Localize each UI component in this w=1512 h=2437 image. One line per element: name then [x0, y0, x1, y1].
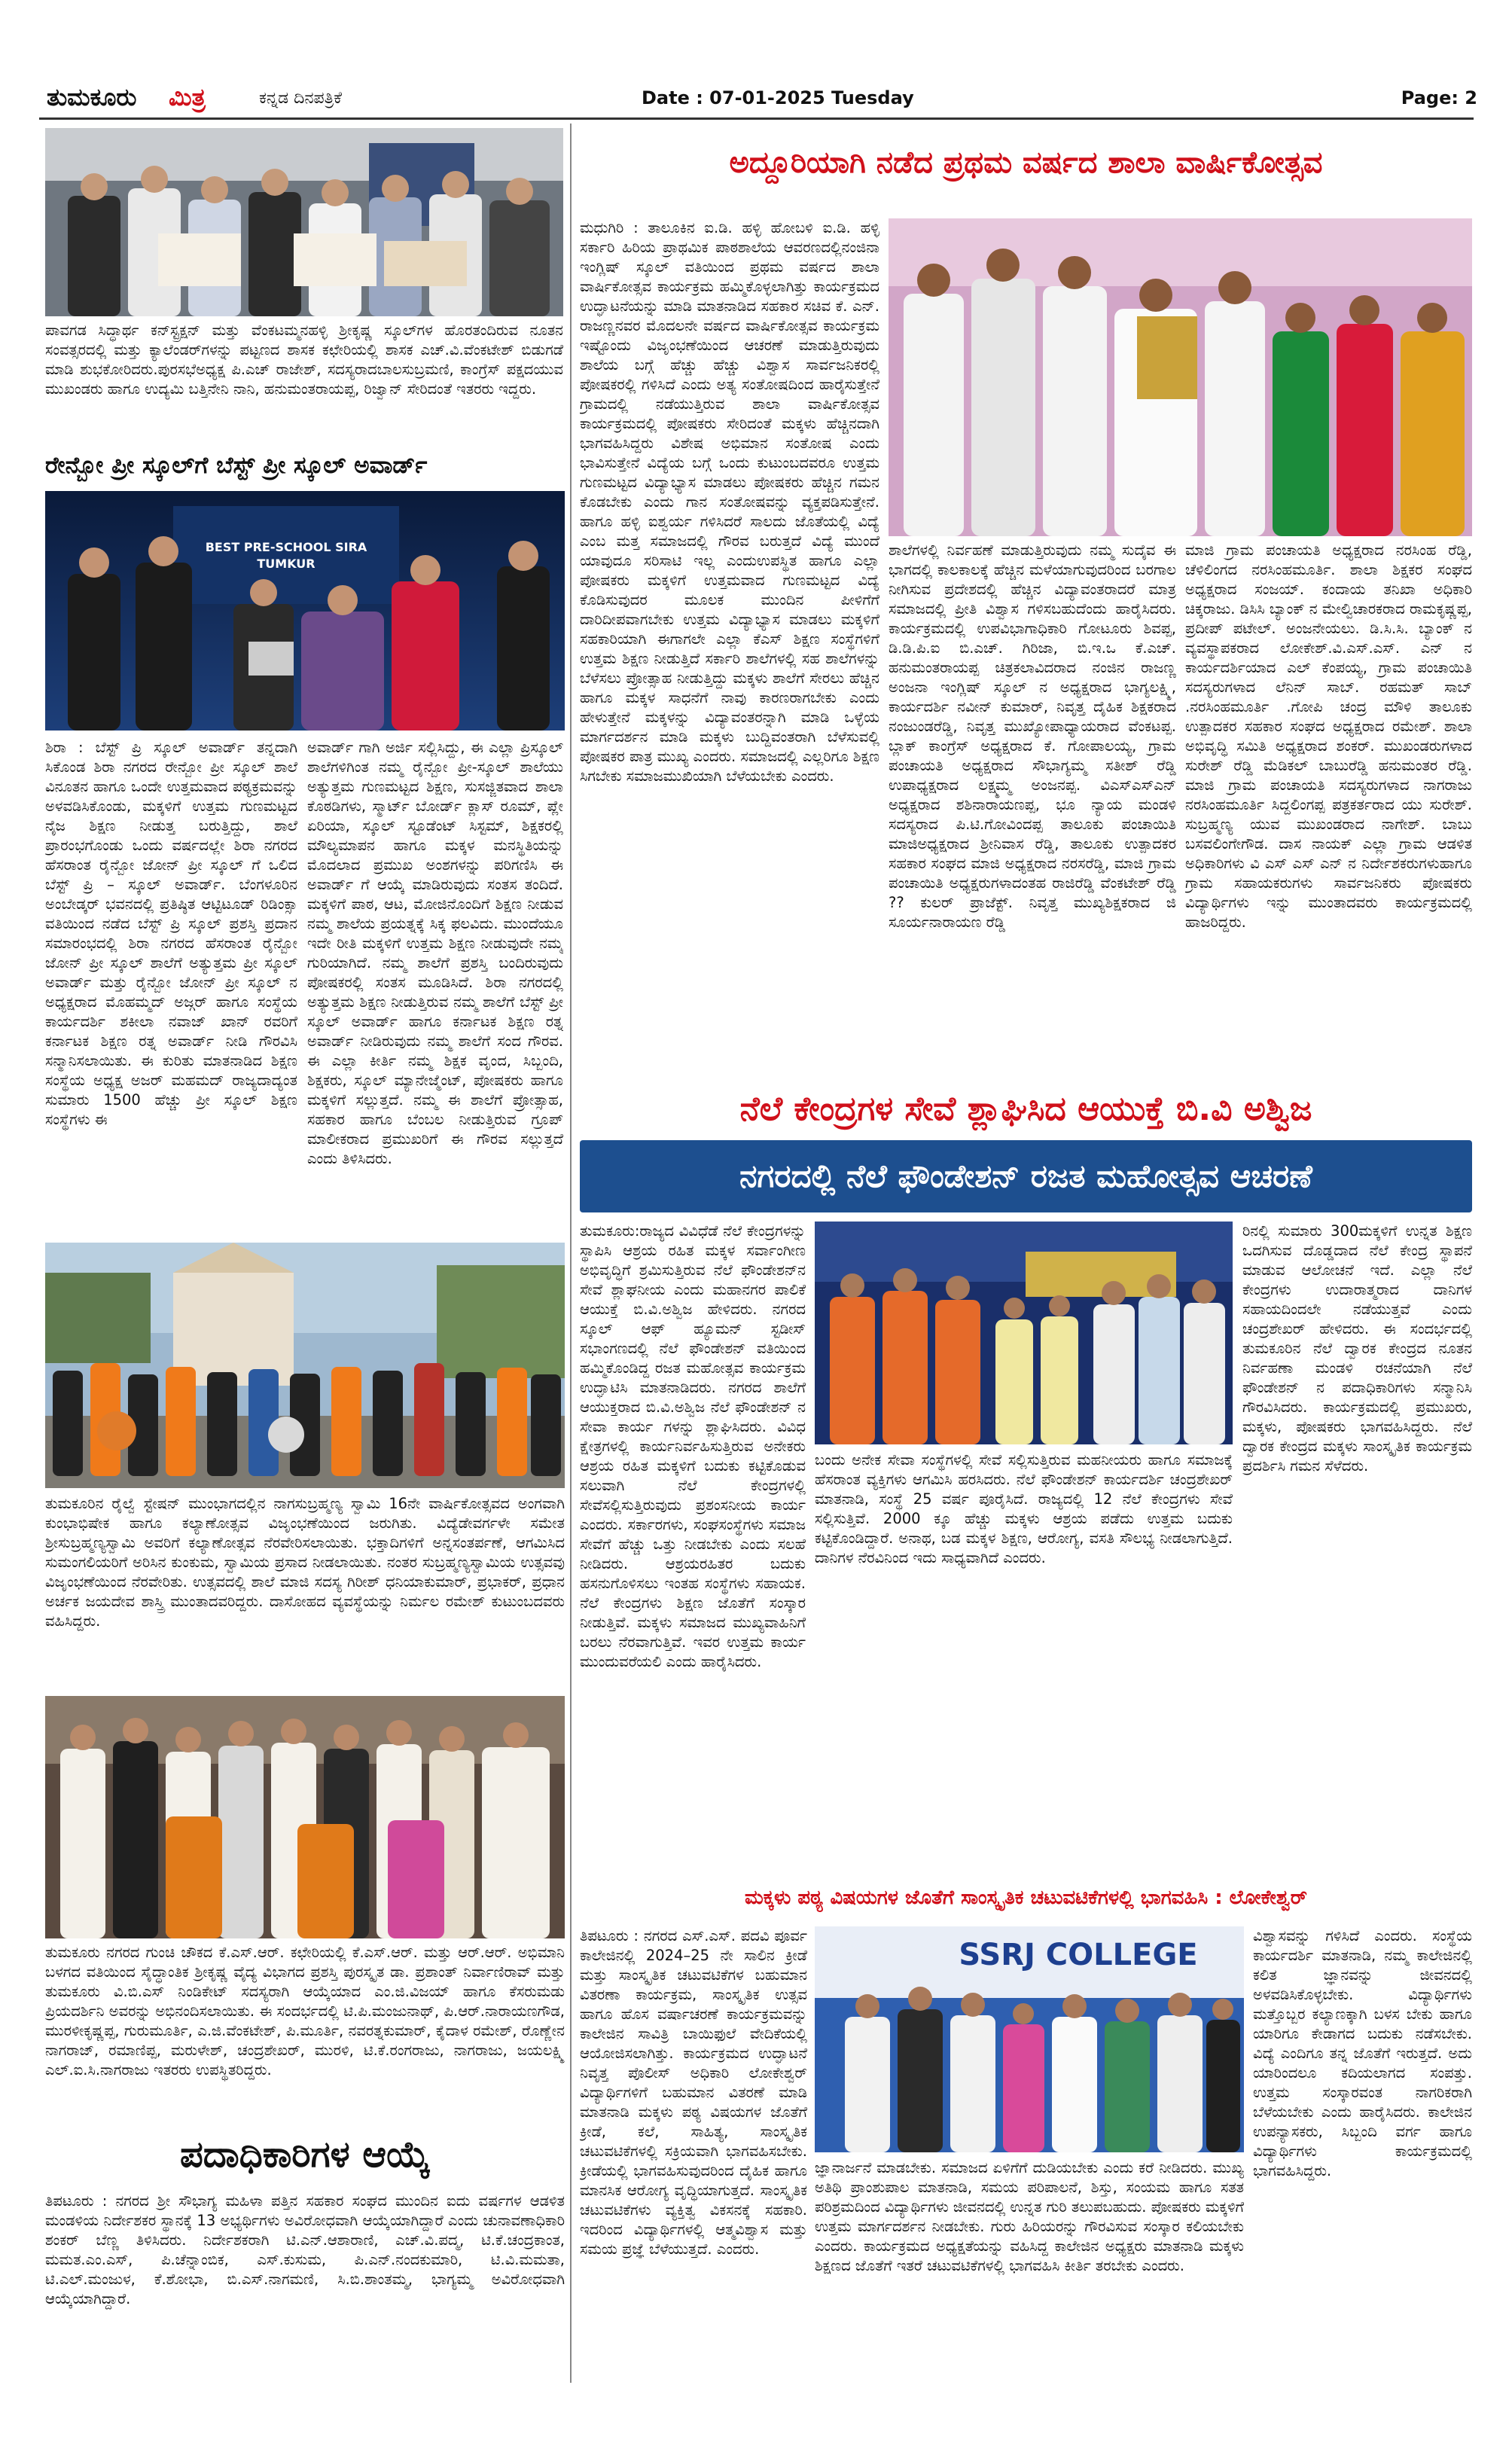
article-college-col3: ವಿಶ್ವಾಸವನ್ನು ಗಳಿಸಿದೆ ಎಂದರು. ಸಂಸ್ಥೆಯ ಕಾರ್ಯದರ್ಶಿ ಮಾತನಾಡಿ, ನಮ್ಮ ಕಾಲೇಜಿನಲ್ಲಿ ಕಲಿತ ಜ್ಞಾನವನ್ನು ಜೀವನದಲ್ಲಿ ಅಳವಡಿಸಿಕೊಳ್ಳಬೇಕು. ವಿದ್ಯಾರ್ಥಿಗಳು ಮತ್ತೊಬ್ಬರ ಕಲ್ಯಾಣಕ್ಕಾಗಿ ಬಳಸ ಬೇಕು ಹಾಗೂ ಯಾರಿಗೂ ಕೇಡಾಗದ ಬದುಕು ನಡೆಸಬೇಕು. ವಿದ್ಯೆ ಎಂದಿಗೂ ತನ್ನ ಜೊತೆಗೆ ಇರುತ್ತದೆ. ಅದು ಯಾರಿಂದಲೂ ಕದಿಯಲಾಗದ ಸಂಪತ್ತು. ಉತ್ತಮ ಸಂಸ್ಕಾರವಂತ ನಾಗರಿಕರಾಗಿ ಬೆಳೆಯಬೇಕು ಎಂದು ಹಾರೈಸಿದರು. ಕಾಲೇಜಿನ ಉಪನ್ಯಾಸಕರು, ಸಿಬ್ಬಂದಿ ವರ್ಗ ಹಾಗೂ ವಿದ್ಯಾರ್ಥಿಗಳು ಕಾರ್ಯಕ್ರಮದಲ್ಲಿ ಭಾಗವಹಿಸಿದ್ದರು.	[1253, 1927, 1472, 2179]
photo-felicitation	[45, 1696, 565, 1938]
article-anniversary-topcol: ಮಧುಗಿರಿ : ತಾಲೂಕಿನ ಐ.ಡಿ. ಹಳ್ಳಿ ಹೋಬಳಿ ಐ.ಡಿ. ಹಳ್ಳಿ ಸರ್ಕಾರಿ ಹಿರಿಯ ಪ್ರಾಥಮಿಕ ಪಾಠಶಾಲೆಯ ಆವರಣದಲ್ಲಿನಂಜಿನಾ ಇಂಗ್ಲಿಷ್ ಸ್ಕೂಲ್ ವತಿಯಿಂದ ಪ್ರಥಮ ವರ್ಷದ ಶಾಲಾ ವಾರ್ಷಿಕೋತ್ಸವ ಕಾರ್ಯಕ್ರಮ ಹಮ್ಮಿಕೊಳ್ಳಲಾಗಿತ್ತು ಕಾರ್ಯಕ್ರಮದ ಉದ್ಘಾಟನೆಯನ್ನು ಮಾಡಿ ಮಾತನಾಡಿದ ಸಹಕಾರ ಸಚಿವ ಕೆ. ಎನ್. ರಾಜಣ್ಣನವರ ಮೊದಲನೇ ವರ್ಷದ ವಾರ್ಷಿಕೋತ್ಸವ ಕಾರ್ಯಕ್ರಮ ಇಷ್ಟೊಂದು ವಿಜೃಂಭಣೆಯಿಂದ ಆಚರಣೆ ಮಾಡುತ್ತಿರುವುದು ಶಾಲೆಯ ಬಗ್ಗೆ ಹೆಚ್ಚು ಹೆಚ್ಚು ವಿಶ್ವಾಸ ಸಾರ್ವಜನಿಕರಲ್ಲಿ ಪೋಷಕರಲ್ಲಿ ಗಳಿಸಿದೆ ಎಂದು ಅತ್ಯ ಸಂತೋಷದಿಂದ ಹಾರೈಸುತ್ತೇನೆ ಗ್ರಾಮದಲ್ಲಿ ನಡೆಯುತ್ತಿರುವ ಶಾಲಾ ವಾರ್ಷಿಕೋತ್ಸವ ಕಾರ್ಯಕ್ರಮದಲ್ಲಿ ಪೋಷಕರು ಸೇರಿದಂತೆ ಮಕ್ಕಳು ಹೆಚ್ಚಿನದಾಗಿ ಭಾಗವಹಿಸಿದ್ದರು ವಿಶೇಷ ಅಭಿಮಾನ ಸಂತೋಷ ಎಂದು ಭಾವಿಸುತ್ತೇನೆ ವಿದ್ಯೆಯ ಬಗ್ಗೆ ಒಂದು ಕುಟುಂಬದವರೂ ಉತ್ತಮ ಗುಣಮಟ್ಟದ ವಿದ್ಯಾಭ್ಯಾಸ ಮಾಡಲು ಪೋಷಕರು ಹೆಚ್ಚಿನ ಗಮನ ಕೊಡಬೇಕು ಎಂದು ಗಾನ ಸಂತೋಷವನ್ನು ವ್ಯಕ್ತಪಡಿಸುತ್ತೇನೆ. ಹಾಗೂ ಹಳ್ಳಿ ಐಶ್ವರ್ಯ ಗಳಿಸಿದರೆ ಸಾಲದು ಜೊತೆಯಲ್ಲಿ ವಿದ್ಯೆ ಎಂಬ ಮತ್ತ ಸಮಾಜದಲ್ಲಿ ಗೌರವ ಬರುತ್ತದೆ ವಿದ್ಯೆ ಮುಂದೆ ಯಾವುದೂ ಸರಿಸಾಟಿ ಇಲ್ಲ ಎಂದುಉಪಸ್ಥಿತ ಹಾಗೂ ಎಲ್ಲಾ ಪೋಷಕರು ಮಕ್ಕಳಿಗೆ ಉತ್ತಮವಾದ ಗುಣಮಟ್ಟದ ವಿದ್ಯೆ ಕೊಡಿಸುವುದರ ಮೂಲಕ ಮುಂದಿನ ಪೀಳಿಗೆಗೆ ದಾರಿದೀಪವಾಗಬೇಕು ಉತ್ತಮ ವಿದ್ಯಾಭ್ಯಾಸ ಮಾಡಲು ಮಕ್ಕಳಿಗೆ ಸಹಕಾರಿಯಾಗಿ ಈಗಾಗಲೇ ಎಲ್ಲಾ ಕೆಎಸ್ ಶಿಕ್ಷಣ ಸಂಸ್ಥೆಗಳಿಗೆ ಉತ್ತಮ ಶಿಕ್ಷಣ ನೀಡುತ್ತಿದೆ ಸರ್ಕಾರಿ ಶಾಲೆಗಳಲ್ಲಿ ಸಹ ಶಾಲೆಗಳನ್ನು ಬೆಳೆಸಲು ಪ್ರೋತ್ಸಾಹ ನೀಡುತ್ತಿದ್ದು ಮಕ್ಕಳು ಶಾಲೆಗೆ ಸೇರಲು ಹೆಚ್ಚಿನ ಹಾಗೂ ಮಕ್ಕಳ ಸಾಧನೆಗೆ ನಾವು ಕಾರಣರಾಗಬೇಕು ಎಂದು ಹೇಳುತ್ತೇನೆ ಮಕ್ಕಳನ್ನು ವಿದ್ಯಾವಂತರನ್ನಾಗಿ ಮಾಡಿ ಒಳ್ಳೆಯ ಮಾರ್ಗದರ್ಶನ ಮಾಡಿ ಮಕ್ಕಳು ಬುದ್ದಿವಂತರಾಗಿ ಬೆಳೆಸುವಲ್ಲಿ ಪೋಷಕರ ಪಾತ್ರ ಮುಖ್ಯ ಎಂದರು. ಸಮಾಜದಲ್ಲಿ ಎಲ್ಲರಿಗೂ ಶಿಕ್ಷಣ ಸಿಗಬೇಕು ಸಮಾಜಮುಖಿಯಾಗಿ ಬೆಳೆಯಬೇಕು ಎಂದರು.	[580, 219, 879, 785]
photo-nele-celebration	[815, 1222, 1233, 1444]
logo-right: ಮಿತ್ರ	[169, 83, 206, 111]
headline-office-bearers: ಪದಾಧಿಕಾರಿಗಳ ಆಯ್ಕೆ	[180, 2134, 430, 2176]
photo-anniversary-stage	[889, 218, 1472, 536]
masthead	[39, 81, 1485, 116]
article-office-bearers: ತಿಪಟೂರು : ನಗರದ ಶ್ರೀ ಸೌಭಾಗ್ಯ ಮಹಿಳಾ ಪತ್ತಿನ ಸಹಕಾರ ಸಂಘದ ಮುಂದಿನ ಐದು ವರ್ಷಗಳ ಆಡಳಿತ ಮಂಡಳಿಯ ನಿರ್ದೇಶಕರ ಸ್ಥಾನಕ್ಕೆ 13 ಅಭ್ಯರ್ಥಿಗಳು ಅವಿರೋಧವಾಗಿ ಆಯ್ಕೆಯಾಗಿದ್ದಾರೆ ಎಂದು ಚುನಾವಣಾಧಿಕಾರಿ ಶಂಕರ್ ಬೆಣ್ಣ ತಿಳಿಸಿದರು. ನಿರ್ದೇಶಕರಾಗಿ ಟಿ.ಎನ್.ಆಶಾರಾಣಿ, ಎಚ್.ವಿ.ಪದ್ಮ, ಟಿ.ಕೆ.ಚಂದ್ರಕಾಂತ, ಮಮತ.ಎಂ.ಎಸ್, ಪಿ.ಚೆನ್ನಾಂಬಿಕ, ಎಸ್.ಕುಸುಮ, ಪಿ.ಎನ್.ನಂದಕುಮಾರಿ, ಟಿ.ವಿ.ಮಮತಾ, ಟಿ.ಎಲ್.ಮಂಜುಳ, ಕೆ.ಶೋಭಾ, ಬಿ.ಎಸ್.ನಾಗಮಣಿ, ಸಿ.ಬಿ.ಶಾಂತಮ್ಮ, ಭಾಗ್ಯಮ್ಮ ಅವಿರೋಧವಾಗಿ ಆಯ್ಕೆಯಾಗಿದ್ದಾರೆ.	[45, 2192, 565, 2307]
article-best-pre-school-col2: ಅವಾರ್ಡ್ ಗಾಗಿ ಅರ್ಜಿ ಸಲ್ಲಿಸಿದ್ದು, ಈ ಎಲ್ಲಾ ಪ್ರಿಸ್ಕೂಲ್ ಶಾಲೆಗಳಿಗಿಂತ ನಮ್ಮ ರೈನ್ಬೋ ಪ್ರೀ-ಸ್ಕೂಲ್ ಶಾಲೆಯು ಅತ್ಯುತ್ತಮ ಗುಣಮಟ್ಟದ ಶಿಕ್ಷಣ, ಸುಸಜ್ಜಿತವಾದ ಶಾಲಾ ಕೊಠಡಿಗಳು, ಸ್ಮಾರ್ಟ್ ಬೋರ್ಡ್ ಕ್ಲಾಸ್ ರೂಮ್, ಪ್ಲೇ ಏರಿಯಾ, ಸ್ಕೂಲ್ ಸ್ಟೂಡೆಂಟ್ ಸಿಸ್ಟಮ್, ಶಿಕ್ಷಕರಲ್ಲಿ ಮೌಲ್ಯಮಾಪನ ಹಾಗೂ ಮಕ್ಕಳ ಮನಸ್ಥಿತಿಯನ್ನು ಮೊದಲಾದ ಪ್ರಮುಖ ಅಂಶಗಳನ್ನು ಪರಿಗಣಿಸಿ ಈ ಅವಾರ್ಡ್ ಗೆ ಆಯ್ಕೆ ಮಾಡಿರುವುದು ಸಂತಸ ತಂದಿದೆ. ಮಕ್ಕಳಿಗೆ ಪಾಠ, ಆಟ, ಮೋಜಿನೊಂದಿಗೆ ಶಿಕ್ಷಣ ನೀಡುವ ನಮ್ಮ ಶಾಲೆಯ ಪ್ರಯತ್ನಕ್ಕೆ ಸಿಕ್ಕ ಫಲವಿದು. ಮುಂದೆಯೂ ಇದೇ ರೀತಿ ಮಕ್ಕಳಿಗೆ ಉತ್ತಮ ಶಿಕ್ಷಣ ನೀಡುವುದೇ ನಮ್ಮ ಗುರಿಯಾಗಿದೆ. ನಮ್ಮ ಶಾಲೆಗೆ ಪ್ರಶಸ್ತಿ ಬಂದಿರುವುದು ಪೋಷಕರಲ್ಲಿ ಸಂತಸ ಮೂಡಿಸಿದೆ. ಶಿರಾ ನಗರದಲ್ಲಿ ಅತ್ಯುತ್ತಮ ಶಿಕ್ಷಣ ನೀಡುತ್ತಿರುವ ನಮ್ಮ ಶಾಲೆಗೆ ಬೆಸ್ಟ್ ಪ್ರೀ ಸ್ಕೂಲ್ ಅವಾರ್ಡ್ ಹಾಗೂ ಕರ್ನಾಟಕ ಶಿಕ್ಷಣ ರತ್ನ ಅವಾರ್ಡ್ ನೀಡಿರುವುದು ನಮ್ಮ ಶಾಲೆಗೆ ಸಂದ ಗೌರವ. ಈ ಎಲ್ಲಾ ಕೀರ್ತಿ ನಮ್ಮ ಶಿಕ್ಷಕ ವೃಂದ, ಸಿಬ್ಬಂದಿ, ಶಿಕ್ಷಕರು, ಸ್ಕೂಲ್ ಮ್ಯಾನೇಜ್ಮೆಂಟ್, ಪೋಷಕರು ಹಾಗೂ ಮಕ್ಕಳಿಗೆ ಸಲ್ಲುತ್ತದೆ. ನಮ್ಮ ಈ ಶಾಲೆಗೆ ಪ್ರೋತ್ಸಾಹ, ಸಹಕಾರ ಹಾಗೂ ಬೆಂಬಲ ನೀಡುತ್ತಿರುವ ಗ್ರೂಪ್ ಮಾಲೀಕರಾದ ಪ್ರಮುಖರಿಗೆ ಈ ಗೌರವ ಸಲ್ಲುತ್ತದೆ ಎಂದು ತಿಳಿಸಿದರು.	[307, 739, 563, 1167]
banner-text: ನಗರದಲ್ಲಿ ನೆಲೆ ಫೌಂಡೇಶನ್ ರಜತ ಮಹೋತ್ಸವ ಆಚರಣೆ	[739, 1157, 1312, 1194]
article-nele-col3: ರಿನಲ್ಲಿ ಸುಮಾರು 300ಮಕ್ಕಳಿಗೆ ಉನ್ನತ ಶಿಕ್ಷಣ ಒದಗಿಸುವ ದೊಡ್ಡದಾದ ನೆಲೆ ಕೇಂದ್ರ ಸ್ಥಾಪನೆ ಮಾಡುವ ಆಲೋಚನೆ ಇದೆ. ಎಲ್ಲಾ ನೆಲೆ ಕೇಂದ್ರಗಳು ಉದಾರಾತ್ಮರಾದ ದಾನಿಗಳ ಸಹಾಯದಿಂದಲೇ ನಡೆಯುತ್ತವೆ ಎಂದು ಚಂದ್ರಶೇಖರ್ ಹೇಳಿದರು. ಈ ಸಂದರ್ಭದಲ್ಲಿ ತುಮಕೂರಿನ ನೆಲೆ ದ್ವಾರಕ ಕೇಂದ್ರದ ನೂತನ ನಿರ್ವಹಣಾ ಮಂಡಳಿ ರಚನೆಯಾಗಿ ನೆಲೆ ಫೌಂಡೇಶನ್ ನ ಪದಾಧಿಕಾರಿಗಳು ಸನ್ಮಾನಿಸಿ ಗೌರವಿಸಿದರು. ಕಾರ್ಯಕ್ರಮದಲ್ಲಿ ಪ್ರಮುಖರು, ಮಕ್ಕಳು, ಪೋಷಕರು ಭಾಗವಹಿಸಿದ್ದರು. ನೆಲೆ ದ್ವಾರಕ ಕೇಂದ್ರದ ಮಕ್ಕಳು ಸಾಂಸ್ಕೃತಿಕ ಕಾರ್ಯಕ್ರಮ ಪ್ರದರ್ಶಿಸಿ ಗಮನ ಸೆಳೆದರು.	[1242, 1222, 1472, 1475]
column-divider	[570, 124, 572, 2383]
college-banner-text: SSRJ COLLEGE	[959, 1938, 1198, 1972]
caption-calendar-release: ಪಾವಗಡ ಸಿದ್ಧಾರ್ಥ ಕನ್‌ಸ್ಟ್ರಕ್ಷನ್ ಮತ್ತು ವೆಂಕಟಮ್ಮನಹಳ್ಳಿ ಶ್ರೀಕೃಷ್ಣ ಸ್ಕೂಲ್‌ಗಳ ಹೊರತಂದಿರುವ ನೂತನ ಸಂವತ್ಸರದಲ್ಲಿ ಮತ್ತು ಕ್ಯಾಲೆಂಡರ್‌ಗಳನ್ನು ಪಟ್ಟಣದ ಶಾಸಕ ಕಛೇರಿಯಲ್ಲಿ ಶಾಸಕ ಎಚ್.ವಿ.ವೆಂಕಟೇಶ್ ಬಿಡುಗಡೆ ಮಾಡಿ ಶುಭಕೋರಿದರು.ಪುರಸಭೆಅಧ್ಯಕ್ಷ ಪಿ.ಎಚ್ ರಾಜೇಶ್, ಸದಸ್ಯರಾದಬಾಲಸುಬ್ರಮಣಿ, ಕಾಂಗ್ರೆಸ್ ಪಕ್ಷದಯುವ ಮುಖಂಡರು ಹಾಗೂ ಉದ್ಯಮಿ ಬತ್ತಿನೇನಿ ನಾನಿ, ಹನುಮಂತರಾಯಪ್ಪ, ರಿಜ್ವಾನ್ ಸೇರಿದಂತೆ ಇತರರು ಇದ್ದರು.	[45, 322, 563, 398]
headline-best-pre-school: ರೇನ್ಬೋ ಪ್ರೀ ಸ್ಕೂಲ್‌ಗೆ ಬೆಸ್ಟ್ ಪ್ರೀ ಸ್ಕೂಲ್ ಅವಾರ್ಡ್	[45, 452, 428, 479]
article-nele-col2: ಬಂದು ಅನೇಕ ಸೇವಾ ಸಂಸ್ಥೆಗಳಲ್ಲಿ ಸೇವೆ ಸಲ್ಲಿಸುತ್ತಿರುವ ಮಹನೀಯರು ಹಾಗೂ ಸಮಾಜಕ್ಕೆ ಹೆಸರಾಂತ ವ್ಯಕ್ತಿಗಳು ಆಗಮಿಸಿ ಹರಸಿದರು. ನೆಲೆ ಫೌಂಡೇಶನ್ ಕಾರ್ಯದರ್ಶಿ ಚಂದ್ರಶೇಖರ್ ಮಾತನಾಡಿ, ಸಂಸ್ಥೆ 25 ವರ್ಷ ಪೂರೈಸಿದೆ. ರಾಜ್ಯದಲ್ಲಿ 12 ನೆಲೆ ಕೇಂದ್ರಗಳು ಸೇವೆ ಸಲ್ಲಿಸುತ್ತಿವೆ. 2000 ಕ್ಕೂ ಹೆಚ್ಚು ಮಕ್ಕಳು ಆಶ್ರಯ ಪಡೆದು ಉತ್ತಮ ಬದುಕು ಕಟ್ಟಿಕೊಂಡಿದ್ದಾರೆ. ಅನಾಥ, ಬಡ ಮಕ್ಕಳ ಶಿಕ್ಷಣ, ಆರೋಗ್ಯ, ವಸತಿ ಸೌಲಭ್ಯ ನೀಡಲಾಗುತ್ತಿದೆ. ದಾನಿಗಳ ನೆರವಿನಿಂದ ಇದು ಸಾಧ್ಯವಾಗಿದೆ ಎಂದರು.	[815, 1451, 1233, 1566]
headline-nele-centres: ನೆಲೆ ಕೇಂದ್ರಗಳ ಸೇವೆ ಶ್ಲಾಘಿಸಿದ ಆಯುಕ್ತೆ ಬಿ.ವಿ ಅಶ್ವಿಜ	[739, 1090, 1312, 1128]
banner-nele-foundation	[580, 1140, 1472, 1212]
article-college-col2: ಜ್ಞಾನಾರ್ಜನೆ ಮಾಡಬೇಕು. ಸಮಾಜದ ಏಳಿಗೆಗೆ ದುಡಿಯಬೇಕು ಎಂದು ಕರೆ ನೀಡಿದರು. ಮುಖ್ಯ ಅತಿಥಿ ಪ್ರಾಂಶುಪಾಲ ಮಾತನಾಡಿ, ಸಮಯ ಪರಿಪಾಲನೆ, ಶಿಸ್ತು, ಸಂಯಮ ಹಾಗೂ ಸತತ ಪರಿಶ್ರಮದಿಂದ ವಿದ್ಯಾರ್ಥಿಗಳು ಜೀವನದಲ್ಲಿ ಉನ್ನತ ಗುರಿ ತಲುಪಬಹುದು. ಪೋಷಕರು ಮಕ್ಕಳಿಗೆ ಉತ್ತಮ ಮಾರ್ಗದರ್ಶನ ನೀಡಬೇಕು. ಗುರು ಹಿರಿಯರನ್ನು ಗೌರವಿಸುವ ಸಂಸ್ಕಾರ ಕಲಿಯಬೇಕು ಎಂದರು. ಕಾರ್ಯಕ್ರಮದ ಅಧ್ಯಕ್ಷತೆಯನ್ನು ವಹಿಸಿದ್ದ ಕಾಲೇಜಿನ ಅಧ್ಯಕ್ಷರು ಮಾತನಾಡಿ ಮಕ್ಕಳು ಶಿಕ್ಷಣದ ಜೊತೆಗೆ ಇತರೆ ಚಟುವಟಿಕೆಗಳಲ್ಲಿ ಭಾಗವಹಿಸಿ ಕೀರ್ತಿ ತರಬೇಕು ಎಂದರು.	[815, 2159, 1244, 2274]
photo-college-event	[815, 1926, 1244, 2152]
article-nele-col1: ತುಮಕೂರು:ರಾಜ್ಯದ ವಿವಿಧೆಡೆ ನೆಲೆ ಕೇಂದ್ರಗಳನ್ನು ಸ್ಥಾಪಿಸಿ ಆಶ್ರಯ ರಹಿತ ಮಕ್ಕಳ ಸರ್ವಾಂಗೀಣ ಅಭಿವೃದ್ಧಿಗೆ ಶ್ರಮಿಸುತ್ತಿರುವ ನೆಲೆ ಫೌಂಡೇಶನ್‌ನ ಸೇವೆ ಶ್ಲಾಘನೀಯ ಎಂದು ಮಹಾನಗರ ಪಾಲಿಕೆ ಆಯುಕ್ತೆ ಬಿ.ವಿ.ಅಶ್ವಿಜ ಹೇಳಿದರು. ನಗರದ ಸ್ಕೂಲ್ ಆಫ್ ಹ್ಯೂಮನ್ ಸ್ಟಡೀಸ್ ಸಭಾಂಗಣದಲ್ಲಿ ನೆಲೆ ಫೌಂಡೇಶನ್ ವತಿಯಿಂದ ಹಮ್ಮಿಕೊಂಡಿದ್ದ ರಜತ ಮಹೋತ್ಸವ ಕಾರ್ಯಕ್ರಮ ಉದ್ಘಾಟಿಸಿ ಮಾತನಾಡಿದರು. ನಗರದ ಶಾಲೆಗೆ ಆಯುಕ್ತರಾದ ಬಿ.ವಿ.ಅಶ್ವಿಜ ನೆಲೆ ಫೌಂಡೇಶನ್ ನ ಸೇವಾ ಕಾರ್ಯ ಗಳನ್ನು ಶ್ಲಾಘಿಸಿದರು. ವಿವಿಧ ಕ್ಷೇತ್ರಗಳಲ್ಲಿ ಕಾರ್ಯನಿರ್ವಹಿಸುತ್ತಿರುವ ಅನೇಕರು ಆಶ್ರಯ ರಹಿತ ಮಕ್ಕಳಿಗೆ ಬದುಕು ಕಟ್ಟಿಕೊಡುವ ಸಲುವಾಗಿ ನೆಲೆ ಕೇಂದ್ರಗಳಲ್ಲಿ ಸೇವೆಸಲ್ಲಿಸುತ್ತಿರುವುದು ಪ್ರಶಂಸನೀಯ ಕಾರ್ಯ ಎಂದರು. ಸರ್ಕಾರಗಳು, ಸಂಘಸಂಸ್ಥೆಗಳು ಸಮಾಜ ಸೇವೆಗೆ ಹೆಚ್ಚು ಒತ್ತು ನೀಡಬೇಕು ಎಂದು ಸಲಹೆ ನೀಡಿದರು. ಆಶ್ರಯರಹಿತರ ಬದುಕು ಹಸನುಗೊಳಿಸಲು ಇಂತಹ ಸಂಸ್ಥೆಗಳು ಸಹಾಯಕ. ನೆಲೆ ಕೇಂದ್ರಗಳು ಶಿಕ್ಷಣ ಜೊತೆಗೆ ಸಂಸ್ಕಾರ ನೀಡುತ್ತಿವೆ. ಮಕ್ಕಳು ಸಮಾಜದ ಮುಖ್ಯವಾಹಿನಿಗೆ ಬರಲು ನೆರವಾಗುತ್ತಿವೆ. ಇವರ ಉತ್ತಮ ಕಾರ್ಯ ಮುಂದುವರೆಯಲಿ ಎಂದು ಹಾರೈಸಿದರು.	[580, 1222, 806, 1670]
caption-temple-procession: ತುಮಕೂರಿನ ರೈಲ್ವೆ ಸ್ಟೇಷನ್ ಮುಂಭಾಗದಲ್ಲಿನ ನಾಗಸುಬ್ರಹ್ಮಣ್ಯ ಸ್ವಾಮಿ 16ನೇ ವಾರ್ಷಿಕೋತ್ಸವದ ಅಂಗವಾಗಿ ಕುಂಭಾಭಿಷೇಕ ಹಾಗೂ ಕಲ್ಯಾಣೋತ್ಸವ ವಿಜೃಂಭಣೆಯಿಂದ ಜರುಗಿತು. ವಿದ್ಯೆಡೇವರ್ಗಳೇ ಸಮೇತ ಶ್ರೀಸುಬ್ರಹ್ಮಣ್ಯಸ್ವಾಮಿ ಅವರಿಗೆ ಕಲ್ಯಾಣೋತ್ಸವ ನೆರವೇರಿಸಲಾಯಿತು. ಭಕ್ತಾದಿಗಳಿಗೆ ಅನ್ನಸಂತರ್ಪಣೆ, ಆಗಮಿಸಿದ ಸುಮಂಗಲಿಯರಿಗೆ ಅರಿಸಿನ ಕುಂಕುಮ, ಸ್ವಾಮಿಯ ಪ್ರಸಾದ ನೀಡಲಾಯಿತು. ನಂತರ ಸುಬ್ರಹ್ಮಣ್ಯಸ್ವಾಮಿಯ ಉತ್ಸವವು ವಿಜೃಂಭಣೆಯಿಂದ ನೆರವೇರಿತು. ಉತ್ಸವದಲ್ಲಿ ಶಾಲೆ ಮಾಜಿ ಸದಸ್ಯ ಗಿರೀಶ್ ಧನಿಯಾಕುಮಾರ್, ಪ್ರಭಾಕರ್, ಪ್ರಧಾನ ಅರ್ಚಕ ಜಯದೇವ ಶಾಸ್ತ್ರಿ ಮುಂತಾದವರಿದ್ದರು. ದಾಸೋಹದ ವ್ಯವಸ್ಥೆಯನ್ನು ನಿರ್ಮಲ ರಮೇಶ್ ಕುಟುಂಬದವರು ವಹಿಸಿದ್ದರು.	[45, 1495, 565, 1630]
headline-cultural-activities: ಮಕ್ಕಳು ಪಠ್ಯ ವಿಷಯಗಳ ಜೊತೆಗೆ ಸಾಂಸ್ಕೃತಿಕ ಚಟುವಟಿಕೆಗಳಲ್ಲಿ ಭಾಗವಹಿಸಿ : ಲೋಕೇಶ್ವರ್	[745, 1886, 1307, 1909]
page-number: Page: 2	[1401, 87, 1477, 108]
article-anniversary-col3: ಮಾಜಿ ಗ್ರಾಮ ಪಂಚಾಯತಿ ಅಧ್ಯಕ್ಷರಾದ ನರಸಿಂಹ ರೆಡ್ಡಿ, ಚೆಳಿಲಿಂಗದ ನರಸಿಂಹಮೂರ್ತಿ. ಶಾಲಾ ಶಿಕ್ಷಕರ ಸಂಘದ ಅಧ್ಯಕ್ಷರಾದ ಸಂಜಯ್. ಕಂದಾಯ ತನಿಖಾ ಅಧಿಕಾರಿ ಚಿಕ್ಕರಾಜು. ಡಿಸಿಸಿ ಬ್ಯಾಂಕ್ ನ ಮೇಲ್ವಿಚಾರಕರಾದ ರಾಮಕೃಷ್ಣಪ್ಪ, ಪ್ರದೀಪ್ ಪಟೇಲ್. ಅಂಜನೇಯಲು. ಡಿ.ಸಿ.ಸಿ. ಬ್ಯಾಂಕ್ ನ ವ್ಯವಸ್ಥಾಪಕರಾದ ಲೋಕೇಶ್.ವಿ.ಎಸ್.ಎಸ್. ಎನ್ ನ ಕಾರ್ಯದರ್ಶಿಯಾದ ಎಲ್ ಕೆಂಪಯ್ಯ, ಗ್ರಾಮ ಪಂಚಾಯಿತಿ ಸದಸ್ಯರುಗಳಾದ ಲೆನಿನ್ ಸಾಬ್. ರಹಮತ್ ಸಾಬ್ .ನರಸಿಂಹಮೂರ್ತಿ .ಗೋಪಿ ಚಂದ್ರ ಮೌಳಿ ತಾಲೂಕು ಉತ್ಪಾದಕರ ಸಹಕಾರ ಸಂಘದ ಅಧ್ಯಕ್ಷರಾದ ರಮೇಶ್. ಶಾಲಾ ಅಭಿವೃದ್ಧಿ ಸಮಿತಿ ಅಧ್ಯಕ್ಷರಾದ ಶಂಕರ್. ಮುಖಂಡರುಗಳಾದ ಸುರೇಶ್ ರೆಡ್ಡಿ ಮೆಡಿಕಲ್ ಬಾಬುರೆಡ್ಡಿ ಹನುಮಂತರ ರೆಡ್ಡಿ. ಮಾಜಿ ಗ್ರಾಮ ಪಂಚಾಯತಿ ಸದಸ್ಯರುಗಳಾದ ನಾಗರಾಜು ನರಸಿಂಹಮೂರ್ತಿ ಸಿದ್ದಲಿಂಗಪ್ಪ ಪತ್ರಕರ್ತರಾದ ಯು ಸುರೇಶ್. ಸುಬ್ರಹ್ಮಣ್ಯ ಯುವ ಮುಖಂಡರಾದ ನಾಗೇಶ್. ಬಾಬು ಬಸವಲಿಂಗೇಗೌಡ. ದಾಸ ನಾಯಕ್ ಎಲ್ಲಾ ಗ್ರಾಮ ಆಡಳಿತ ಅಧಿಕಾರಿಗಳು ವಿ ಎಸ್ ಎಸ್ ಎನ್ ನ ನಿರ್ದೇಶಕರುಗಳುಹಾಗೂ ಗ್ರಾಮ ಸಹಾಯಕರುಗಳು ಸಾರ್ವಜನಿಕರು ಪೋಷಕರು ವಿದ್ಯಾರ್ಥಿಗಳು ಇನ್ನು ಮುಂತಾದವರು ಕಾರ್ಯಕ್ರಮದಲ್ಲಿ ಹಾಜರಿದ್ದರು.	[1185, 541, 1472, 931]
article-best-pre-school-col1: ಶಿರಾ : ಬೆಸ್ಟ್ ಪ್ರಿ ಸ್ಕೂಲ್ ಅವಾರ್ಡ್ ತನ್ನದಾಗಿ ಸಿಕೊಂಡ ಶಿರಾ ನಗರದ ರೇನ್ಬೋ ಪ್ರೀ ಸ್ಕೂಲ್ ಶಾಲೆ ವಿನೂತನ ಹಾಗೂ ಒಂದೇ ಉತ್ತಮವಾದ ಪಠ್ಯಕ್ರಮವನ್ನು ಅಳವಡಿಸಿಕೊಂಡು, ಮಕ್ಕಳಿಗೆ ಉತ್ತಮ ಗುಣಮಟ್ಟದ ನೈಜ ಶಿಕ್ಷಣ ನೀಡುತ್ತ ಬರುತ್ತಿದ್ದು, ಶಾಲೆ ಪ್ರಾರಂಭಗೊಂಡು ಒಂದು ವರ್ಷದಲ್ಲೇ ಶಿರಾ ನಗರದ ಹೆಸರಾಂತ ರೈನ್ಬೋ ಜೋನ್ ಪ್ರೀ ಸ್ಕೂಲ್ ಗೆ ಒಲಿದ ಬೆಸ್ಟ್ ಪ್ರಿ – ಸ್ಕೂಲ್ ಅವಾರ್ಡ್. ಬೆಂಗಳೂರಿನ ಅಂಬೇಡ್ಕರ್ ಭವನದಲ್ಲಿ ಪ್ರತಿಷ್ಠಿತ ಆಟ್ಟಿಟೂಡ್ ರಿಡಿಂಕ್ಸಾ ವತಿಯಿಂದ ನಡೆದ ಬೆಸ್ಟ್ ಪ್ರಿ ಸ್ಕೂಲ್ ಪ್ರಶಸ್ತಿ ಪ್ರದಾನ ಸಮಾರಂಭದಲ್ಲಿ ಶಿರಾ ನಗರದ ಹೆಸರಾಂತ ರೈನ್ಬೋ ಜೋನ್ ಪ್ರೀ ಸ್ಕೂಲ್ ಶಾಲೆಗೆ ಅತ್ಯುತ್ತಮ ಪ್ರೀ ಸ್ಕೂಲ್ ಅವಾರ್ಡ್ ಮತ್ತು ರೈನ್ಬೋ ಜೋನ್ ಪ್ರೀ ಸ್ಕೂಲ್ ನ ಅಧ್ಯಕ್ಷರಾದ ಮೊಹಮ್ಮದ್ ಅಜ್ಗರ್ ಹಾಗೂ ಸಂಸ್ಥೆಯ ಕಾರ್ಯದರ್ಶಿ ಶಕೀಲಾ ನವಾಜ್ ಖಾನ್ ರವರಿಗೆ ಕರ್ನಾಟಕ ಶಿಕ್ಷಣ ರತ್ನ ಅವಾರ್ಡ್ ನೀಡಿ ಗೌರವಿಸಿ ಸನ್ಮಾನಿಸಲಾಯಿತು. ಈ ಕುರಿತು ಮಾತನಾಡಿದ ಶಿಕ್ಷಣ ಸಂಸ್ಥೆಯ ಅಧ್ಯಕ್ಷ ಅಜರ್ ಮಹಮದ್ ರಾಜ್ಯದಾದ್ಯಂತ ಸುಮಾರು 1500 ಹೆಚ್ಚು ಪ್ರೀ ಸ್ಕೂಲ್ ಶಿಕ್ಷಣ ಸಂಸ್ಥೆಗಳು ಈ	[45, 739, 297, 1128]
article-college-col1: ತಿಪಟೂರು : ನಗರದ ಎಸ್.ಎಸ್. ಪದವಿ ಪೂರ್ವ ಕಾಲೇಜಿನಲ್ಲಿ 2024–25 ನೇ ಸಾಲಿನ ಕ್ರೀಡೆ ಮತ್ತು ಸಾಂಸ್ಕೃತಿಕ ಚಟುವಟಿಕೆಗಳ ಬಹುಮಾನ ವಿತರಣಾ ಕಾರ್ಯಕ್ರಮ, ಸಾಂಸ್ಕೃತಿಕ ಉತ್ಸವ ಹಾಗೂ ಹೊಸ ವರ್ಷಾಚರಣೆ ಕಾರ್ಯಕ್ರಮವನ್ನು ಕಾಲೇಜಿನ ಸಾವಿತ್ರಿ ಬಾಯಿಫುಲೆ ವೇದಿಕೆಯಲ್ಲಿ ಆಯೋಜಿಸಲಾಗಿತ್ತು. ಕಾರ್ಯಕ್ರಮದ ಉದ್ಘಾಟನೆ ನಿವೃತ್ತ ಪೊಲೀಸ್ ಅಧಿಕಾರಿ ಲೋಕೇಶ್ವರ್ ವಿದ್ಯಾರ್ಥಿಗಳಿಗೆ ಬಹುಮಾನ ವಿತರಣೆ ಮಾಡಿ ಮಾತನಾಡಿ ಮಕ್ಕಳು ಪಠ್ಯ ವಿಷಯಗಳ ಜೊತೆಗೆ ಕ್ರೀಡೆ, ಕಲೆ, ಸಾಹಿತ್ಯ, ಸಾಂಸ್ಕೃತಿಕ ಚಟುವಟಿಕೆಗಳಲ್ಲಿ ಸಕ್ರಿಯವಾಗಿ ಭಾಗವಹಿಸಬೇಕು. ಕ್ರೀಡೆಯಲ್ಲಿ ಭಾಗವಹಿಸುವುದರಿಂದ ದೈಹಿಕ ಹಾಗೂ ಮಾನಸಿಕ ಆರೋಗ್ಯ ವೃದ್ಧಿಯಾಗುತ್ತದೆ. ಸಾಂಸ್ಕೃತಿಕ ಚಟುವಟಿಕೆಗಳು ವ್ಯಕ್ತಿತ್ವ ವಿಕಸನಕ್ಕೆ ಸಹಕಾರಿ. ಇದರಿಂದ ವಿದ್ಯಾರ್ಥಿಗಳಲ್ಲಿ ಆತ್ಮವಿಶ್ವಾಸ ಮತ್ತು ಸಮಯ ಪ್ರಜ್ಞೆ ಬೆಳೆಯುತ್ತದೆ. ಎಂದರು.	[580, 1927, 807, 2258]
award-banner-text: BEST PRE-SCHOOL SIRA TUMKUR	[205, 540, 367, 571]
photo-award-stage	[45, 491, 565, 730]
logo-left: ತುಮಕೂರು	[47, 83, 137, 111]
tagline: ಕನ್ನಡ ದಿನಪತ್ರಿಕೆ	[259, 89, 343, 108]
masthead-rule	[39, 117, 1474, 120]
photo-calendar-release	[45, 128, 563, 316]
headline-school-anniversary: ಅದ್ದೂರಿಯಾಗಿ ನಡೆದ ಪ್ರಥಮ ವರ್ಷದ ಶಾಲಾ ವಾರ್ಷಿಕೋತ್ಸವ	[729, 145, 1323, 180]
photo-temple-procession	[45, 1243, 565, 1488]
article-anniversary-col2: ಶಾಲೆಗಳಲ್ಲಿ ನಿರ್ವಹಣೆ ಮಾಡುತ್ತಿರುವುದು ನಮ್ಮ ಸುದೈವ ಈ ಭಾಗದಲ್ಲಿ ಕಾಲಕಾಲಕ್ಕೆ ಹೆಚ್ಚಿನ ಮಳೆಯಾಗುವುದರಿಂದ ಬರಗಾಲ ನೀಗಿಸುವ ಪ್ರದೇಶದಲ್ಲಿ ಹೆಚ್ಚಿನ ವಿದ್ಯಾವಂತರಾದರೆ ಮಾತ್ರ ಸಮಾಜದಲ್ಲಿ ಪ್ರೀತಿ ವಿಶ್ವಾಸ ಗಳಿಸಬಹುದೆಂದು ಹಾರೈಸಿದರು. ಕಾರ್ಯಕ್ರಮದಲ್ಲಿ ಉಪವಿಭಾಗಾಧಿಕಾರಿ ಗೋಟೂರು ಶಿವಪ್ಪ, ಡಿ.ಡಿ.ಪಿ.ಐ ಬಿ.ಎಚ್. ಗಿರಿಜಾ, ಬಿ.ಇ.ಒ ಕೆ.ಎಚ್. ಹನುಮಂತರಾಯಪ್ಪ ಚಿತ್ರಕಲಾವಿದರಾದ ನಂಜಿನ ರಾಜಣ್ಣ ಅಂಜನಾ ಇಂಗ್ಲಿಷ್ ಸ್ಕೂಲ್ ನ ಅಧ್ಯಕ್ಷರಾದ ಭಾಗ್ಯಲಕ್ಷ್ಮಿ, ಕಾರ್ಯದರ್ಶಿ ನವೀನ್ ಕುಮಾರ್, ನಿವೃತ್ತ ದೈಹಿಕ ಶಿಕ್ಷಕರಾದ ನಂಜುಂಡರೆಡ್ಡಿ, ನಿವೃತ್ತ ಮುಖ್ಯೋಪಾಧ್ಯಾಯರಾದ ವೆಂಕಟಪ್ಪ. ಬ್ಲಾಕ್ ಕಾಂಗ್ರೆಸ್ ಅಧ್ಯಕ್ಷರಾದ ಕೆ. ಗೋಪಾಲಯ್ಯ, ಗ್ರಾಮ ಪಂಚಾಯತಿ ಅಧ್ಯಕ್ಷರಾದ ಸೌಭಾಗ್ಯಮ್ಮ ಸತೀಶ್ ರೆಡ್ಡಿ ಉಪಾಧ್ಯಕ್ಷರಾದ ಲಕ್ಷ್ಮಮ್ಮ ಅಂಜನಪ್ಪ. ವಿಎಸ್‌ಎಸ್ಎನ್ ಅಧ್ಯಕ್ಷರಾದ ಶಶಿನಾರಾಯಣಪ್ಪ, ಭೂ ನ್ಯಾಯ ಮಂಡಳಿ ಸದಸ್ಯರಾದ ಪಿ.ಟಿ.ಗೋವಿಂದಪ್ಪ ತಾಲೂಕು ಪಂಚಾಯಿತಿ ಮಾಜಿಅಧ್ಯಕ್ಷರಾದ ಶ್ರೀನಿವಾಸ ರೆಡ್ಡಿ, ತಾಲೂಕು ಉತ್ಪಾದಕರ ಸಹಕಾರ ಸಂಘದ ಮಾಜಿ ಅಧ್ಯಕ್ಷರಾದ ನರಸರೆಡ್ಡಿ, ಮಾಜಿ ಗ್ರಾಮ ಪಂಚಾಯಿತಿ ಅಧ್ಯಕ್ಷರುಗಳಾದಂತಹ ರಾಜಿರೆಡ್ಡಿ ವೆಂಕಟೇಶ್ ರೆಡ್ಡಿ ?? ಕುಲರ್ ಪ್ರಾಜೆಕ್ಟ್. ನಿವೃತ್ತ ಮುಖ್ಯಶಿಕ್ಷಕರಾದ ಜಿ ಸೂರ್ಯನಾರಾಯಣ ರೆಡ್ಡಿ	[889, 541, 1176, 931]
issue-date: Date : 07-01-2025 Tuesday	[642, 87, 914, 108]
caption-felicitation: ತುಮಕೂರು ನಗರದ ಗುಂಚಿ ಚೌಕದ ಕೆ.ಎಸ್.ಆರ್. ಕಛೇರಿಯಲ್ಲಿ ಕೆ.ಎಸ್.ಆರ್. ಮತ್ತು ಆರ್.ಆರ್. ಅಭಿಮಾನಿ ಬಳಗದ ವತಿಯಿಂದ ಸೈದ್ಧಾಂತಿಕ ಶ್ರೀಕೃಷ್ಣ ವೈದ್ಯ ವಿಭಾಗದ ಪ್ರಶಸ್ತಿ ಪುರಸ್ಕೃತ ಡಾ. ಪ್ರಶಾಂತ್ ನಿರ್ವಾಣಿರಾವ್ ಮತ್ತು ತುಮಕೂರು ವಿ.ಬಿ.ಎಸ್ ನಿಂಡಿಕೇಟ್ ಸದಸ್ಯರಾಗಿ ಆಯ್ಕೆಯಾದ ಎಂ.ಜಿ.ವಿಜಯ್ ಹಾಗೂ ಕೆಸರುಮಡು ಪ್ರಿಯದರ್ಶಿನಿ ಅವರನ್ನು ಅಭಿನಂದಿಸಲಾಯಿತು. ಈ ಸಂದರ್ಭದಲ್ಲಿ ಟಿ.ಪಿ.ಮಂಜುನಾಥ್, ಪಿ.ಆರ್.ನಾರಾಯಣಗೌಡ, ಮುರಳೀಕೃಷ್ಣಪ್ಪ, ಗುರುಮೂರ್ತಿ, ಎ.ಜಿ.ವೆಂಕಟೇಶ್, ಪಿ.ಮೂರ್ತಿ, ನವರತ್ನಕುಮಾರ್, ಕೈದಾಳ ರಮೇಶ್, ರೊಣ್ಣೇನ ನಾಗರಾಜ್, ರಮಾಣಿಪ್ಪ, ಮರುಳೇಶ್, ಚಂದ್ರಶೇಖರ್, ಮುರಳಿ, ಟಿ.ಕೆ.ರಂಗರಾಜು, ನಾಗರಾಜು, ಜಯಲಕ್ಷ್ಮಿ ಎಲ್.ಐ.ಸಿ.ನಾಗರಾಜು ಇತರರು ಉಪಸ್ಥಿತರಿದ್ದರು.	[45, 1944, 565, 2079]
